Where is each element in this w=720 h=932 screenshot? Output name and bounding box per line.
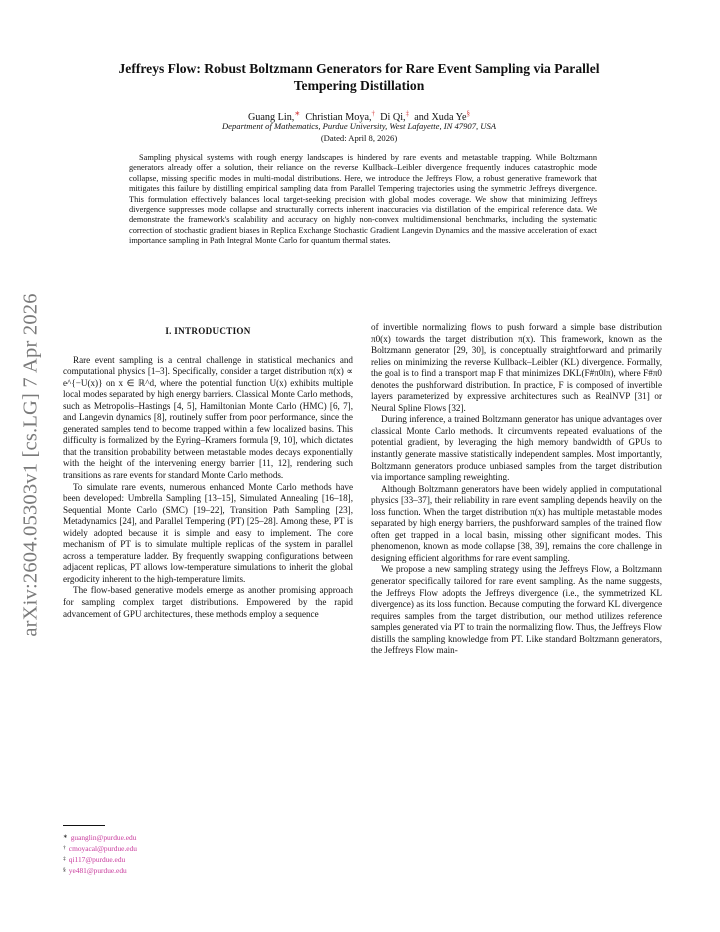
- email-link[interactable]: ye481@purdue.edu: [68, 866, 127, 876]
- author: Christian Moya,†: [305, 110, 376, 124]
- abstract: Sampling physical systems with rough energy landscapes is hindered by rare events and metastable trapping. While Boltzmann generators already offer a solution, their reliance on the reverse Kullback–Leibler divergence frequently induces catastrophic mode collapse, missing specific modes in multi-modal distributions. Here, we introduce the Jeffreys Flow, a robust generative framework that mitigates this failure by distilling empirical sampling data from Parallel Tempering trajectories using the symmetric Jeffreys divergence. This formulation effectively balances local target-seeking precision with global modes coverage. We show that minimizing Jeffreys divergence suppresses mode collapse and structurally corrects inherent inaccuracies via distillation of the empirical reference data. We demonstrate the framework's scalability and accuracy on highly non-convex multidimensional benchmarks, including the systematic correction of stochastic gradient biases in Replica Exchange Stochastic Gradient Langevin Dynamics and the massive acceleration of exact importance sampling in Path Integral Monte Carlo for quantum thermal states.: [129, 153, 597, 246]
- footnote: § ye481@purdue.edu: [63, 866, 127, 876]
- date-line: (Dated: April 8, 2026): [320, 133, 398, 143]
- author: and Xuda Ye§: [414, 110, 471, 124]
- footnote-divider: [63, 825, 105, 826]
- footnote: ∗ guanglin@purdue.edu: [63, 833, 137, 842]
- title-line: Jeffreys Flow: Robust Boltzmann Generators for Rare Event Sampling via Parallel: [118, 61, 600, 76]
- left-column: [63, 322, 353, 620]
- footnote: ‡ qi117@purdue.edu: [63, 855, 126, 865]
- paper-title: [70, 61, 648, 94]
- title-line: Tempering Distillation: [293, 77, 425, 93]
- paragraph: To simulate rare events, numerous enhanced Monte Carlo methods have been developed: Umbrella Sampling [13–15], Simulated Annealing [16–18], Sequential Monte Carlo (SMC) [19–22], Transition Path Sampling [23], Metadynamics [24], and Parallel Tempering (PT) [25–28]. Among these, PT is widely adopted because it is simple and easy to implement. The core mechanism of PT is to simulate multiple replicas of the system in parallel across a temperature ladder. By frequently swapping configurations between adjacent replicas, PT allows low-temperature simulations to inherit the global ergodicity inherent to the high-temperature limits.: [63, 481, 353, 584]
- right-column: [371, 322, 662, 657]
- arxiv-identifier-text: arXiv:2604.05303v1 [cs.LG] 7 Apr 2026: [19, 293, 42, 637]
- arxiv-identifier[interactable]: [16, 265, 46, 665]
- email-link[interactable]: qi117@purdue.edu: [68, 855, 126, 865]
- paragraph: The flow-based generative models emerge as another promising approach for sampling complex target distributions. Empowered by the rapid advancement of GPU architectures, these methods employ a sequence: [63, 585, 353, 619]
- email-link[interactable]: guanglin@purdue.edu: [70, 833, 137, 842]
- paragraph: of invertible normalizing flows to push forward a simple base distribution π0(x) towards the target distribution π(x). This framework, known as the Boltzmann generator [29, 30], is conceptually straightforward and primarily relies on minimizing the reverse Kullback–Leibler (KL) divergence. Formally, the goal is to find a transport map F that minimizes DKL(F#π0‖π), where F#π0 denotes the pushforward distribution. In practice, F is composed of invertible layers parameterized by expressive architectures such as RealNVP [31] or Neural Spline Flows [32].: [371, 322, 662, 413]
- paragraph: Rare event sampling is a central challenge in statistical mechanics and computational physics [1–3]. Specifically, consider a target distribution π(x) ∝ e^{−U(x)} on x ∈ ℝ^d, where the potential function U(x) exhibits multiple local modes separated by high energy barriers. Classical Monte Carlo methods, such as Metropolis–Hastings [4, 5], Hamiltonian Monte Carlo (HMC) [6, 7], and Langevin dynamics [8], routinely suffer from poor performance, since the generated samples tend to become trapped within a few localized basins. This difficulty is formalized by the Eyring–Kramers formula [9, 10], which dictates that the transition probability between metastable modes decays exponentially with the height of the intervening energy barrier [11, 12], rendering such transitions as rare events for standard Monte Carlo methods.: [63, 354, 353, 481]
- affiliation: Department of Mathematics, Purdue University, West Lafayette, IN 47907, USA: [221, 121, 497, 131]
- paragraph: During inference, a trained Boltzmann generator has unique advantages over classical Monte Carlo methods. It circumvents repeated evaluations of the potential gradient, by leveraging the high memory bandwidth of GPUs to instantly generate massive statistically independent samples. Most importantly, Boltzmann generators produce unbiased samples from the target distribution via importance sampling reweighting.: [371, 414, 662, 483]
- author: Guang Lin,∗: [247, 110, 301, 124]
- email-link[interactable]: cmoyacal@purdue.edu: [68, 844, 137, 854]
- paragraph: Although Boltzmann generators have been widely applied in computational physics [33–37], their reliability in rare event sampling depends heavily on the loss function. When the target distribution π(x) has multiple metastable modes separated by high energy barriers, the pushforward samples of the trained flow often get trapped in a local basin, missing other significant modes. This phenomenon, known as mode collapse [38, 39], remains the core challenge in designing efficient algorithms for rare event sampling.: [371, 483, 662, 563]
- paragraph: We propose a new sampling strategy using the Jeffreys Flow, a Boltzmann generator specifically tailored for rare event sampling. As the name suggests, the Jeffreys Flow adopts the Jeffreys divergence (i.e., the symmetrized KL divergence) as its loss function. Because computing the forward KL divergence requires samples from the target distribution, our method utilizes reference samples generated via PT to train the normalizing flow. Thus, the Jeffreys Flow distills the sampling knowledge from PT. Like standard Boltzmann generators, the Jeffreys Flow main-: [371, 564, 662, 656]
- section-heading: I. INTRODUCTION: [165, 326, 251, 336]
- author: Di Qi,‡: [380, 110, 410, 124]
- footnote: † cmoyacal@purdue.edu: [63, 844, 137, 854]
- footnotes: [63, 832, 263, 876]
